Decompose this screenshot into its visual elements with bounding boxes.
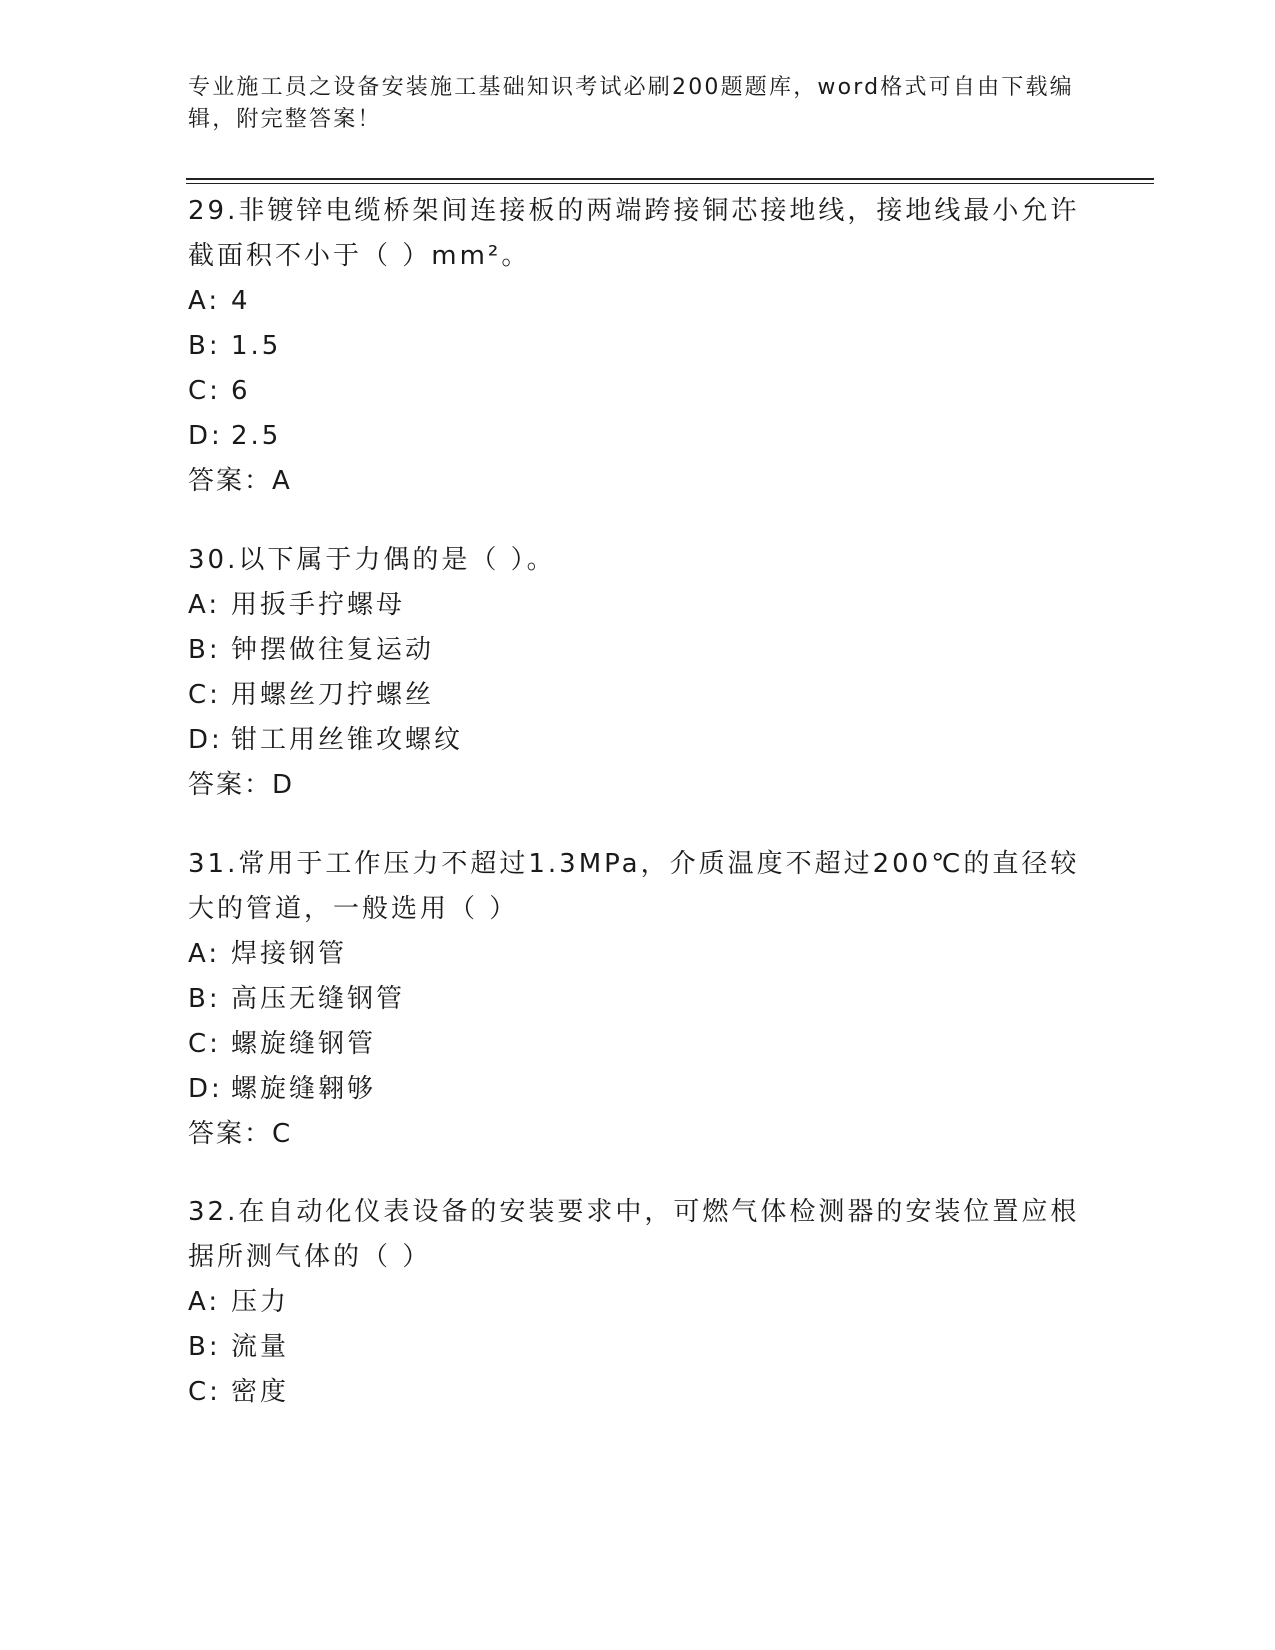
header-divider-thin [186,183,1154,184]
question-block [188,842,1088,1157]
option-d [188,414,1088,459]
option-text: 钳工用丝锥攻螺纹 [231,725,464,755]
option-c [188,673,1088,718]
option-letter: C: [188,680,221,710]
option-letter: B: [188,984,221,1014]
option-c [188,369,1088,414]
answer-line: 答案：A [188,466,292,496]
option-text: 高压无缝钢管 [231,984,406,1014]
option-letter: A: [188,590,221,620]
question-block [188,538,1088,808]
option-text: 焊接钢管 [231,939,348,969]
option-b [188,977,1088,1022]
option-letter: B: [188,1332,221,1362]
question-stem: 32.在自动化仪表设备的安装要求中，可燃气体检测器的安装位置应根据所测气体的（ ） [188,1197,1080,1272]
option-text: 压力 [231,1287,290,1317]
header-divider-thick [186,178,1154,180]
option-text: 钟摆做往复运动 [231,635,435,665]
option-letter: A: [188,286,221,316]
answer-line: 答案：D [188,770,295,800]
option-text: 用扳手拧螺母 [231,590,406,620]
option-text: 1.5 [231,331,282,361]
option-letter: D: [188,725,223,755]
answer-line: 答案：C [188,1119,293,1149]
option-text: 用螺丝刀拧螺丝 [231,680,435,710]
option-text: 流量 [231,1332,290,1362]
question-stem: 31.常用于工作压力不超过1.3MPa，介质温度不超过200℃的直径较大的管道，一般选用（ ） [188,849,1080,924]
option-letter: A: [188,1287,221,1317]
option-a [188,583,1088,628]
option-d [188,1067,1088,1112]
question-block [188,1190,1088,1415]
option-letter: A: [188,939,221,969]
option-d [188,718,1088,763]
option-text: 6 [231,376,251,406]
document-header: 专业施工员之设备安装施工基础知识考试必刷200题题库，word格式可自由下载编辑，附完整答案！ [188,75,1074,132]
option-c [188,1370,1088,1415]
option-b [188,1325,1088,1370]
question-stem: 30.以下属于力偶的是（ ）。 [188,545,556,575]
option-text: 4 [231,286,251,316]
option-text: 2.5 [231,421,282,451]
option-letter: B: [188,635,221,665]
option-letter: C: [188,1377,221,1407]
option-b [188,628,1088,673]
option-b [188,324,1088,369]
option-letter: D: [188,1074,223,1104]
option-letter: C: [188,1029,221,1059]
option-text: 螺旋缝钢管 [231,1029,377,1059]
option-text: 螺旋缝翱够 [231,1074,377,1104]
option-a [188,932,1088,977]
option-a [188,1280,1088,1325]
option-letter: C: [188,376,221,406]
option-a [188,279,1088,324]
option-text: 密度 [231,1377,290,1407]
option-c [188,1022,1088,1067]
question-stem: 29.非镀锌电缆桥架间连接板的两端跨接铜芯接地线，接地线最小允许截面积不小于（ ）mm²。 [188,196,1080,271]
question-block [188,189,1088,504]
option-letter: B: [188,331,221,361]
option-letter: D: [188,421,223,451]
